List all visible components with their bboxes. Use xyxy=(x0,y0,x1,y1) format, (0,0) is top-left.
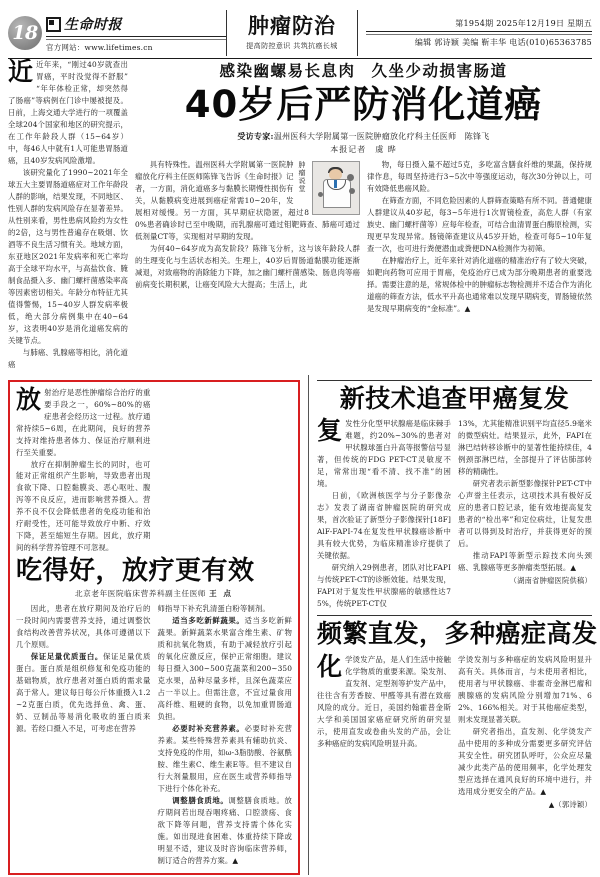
lead-headline: 40岁后严防消化道癌 xyxy=(184,83,543,126)
boxed-top-columns xyxy=(16,384,292,555)
lead-col3-p3: 在肿瘤治疗上，近年来针对消化道癌的精准治疗有了较大突破，如靶向药物可应用于胃癌，免疫治疗已成为部分晚期患者的重要选择。需要注意的是，常规体检中的肿瘤标志物检测并不适合作为消化道癌的筛查方法，低水平升高也通常难以发现早期病变，胃肠镜依然是发现早期病变的“金标准”。▲ xyxy=(367,256,592,314)
lead-reporter-line: 本报记者 虞 晔 xyxy=(330,145,397,155)
hair-col2-p1: 学烫发剂与多种癌症的发病风险明显升高有关。具体而言，与未使用者相比，使用者与甲状腺癌、非霍奇金淋巴瘤和胰腺癌的发病风险分别增加71%、62%、166%相关。对于其他癌症类型，则未发现显著关联。 xyxy=(458,654,592,724)
issue-divider xyxy=(366,31,592,35)
boxed-b-col2-p4-text: 调整膳食质地。放疗期间若出现吞咽疼痛、口腔溃疡、食欲下降等问题，营养支持需个体化实施。如出现进食困难、体重持续下降或明显不适，建议及时咨询临床营养师，制订适合的营养方案。▲ xyxy=(157,796,292,866)
hair-col1 xyxy=(317,651,451,810)
page-content xyxy=(0,59,600,875)
illustration-caption: 肿瘤说堂 xyxy=(298,161,306,194)
thyroid-columns xyxy=(317,418,592,610)
lead-kicker-left: 感染幽螺易长息肉 xyxy=(219,61,356,80)
lead-col3-p1: 物，每日摄入量不超过5克，多吃富含膳食纤维的果蔬，保持规律作息，每周坚持进行3~5次中等强度运动，每次30分钟以上，可有效降低患癌风险。 xyxy=(367,160,592,194)
boxed-author-label: 北京老年医院临床营养科副主任医师 xyxy=(75,589,207,599)
lead-col1-p1: 近年来，“刚过40岁就查出胃癌，平时没觉得不舒服”“年年体检正常，却突然得了肠癌”等病例在门诊中屡被提及。日前，上海交通大学进行的一项覆盖全球204个国家和地区的研究提示，在工作年龄段人群（15~64岁）中，每46人中就有1人可能患胃肠道癌，且40岁发病风险激增。 xyxy=(8,60,128,165)
boxed-b-col1-p2 xyxy=(16,651,151,735)
boxed-intro-col1 xyxy=(16,384,151,555)
thyroid-col2-p2: 研究者表示新型影像探针PET-CT中心声誉主任表示，这项技术具有极好反应的患者口腔记录，能有效地提高复发患者的“检出率”和定位病灶，让复发患者可以得到及时治疗，并获得更好的预后。 xyxy=(458,479,592,549)
boxed-author-name: 王 点 xyxy=(209,589,233,599)
doctor-illustration xyxy=(312,161,360,215)
brand-row xyxy=(46,14,226,34)
masthead-issue-area xyxy=(358,10,592,56)
hair-source: ▲（郭诗颖） xyxy=(548,799,592,809)
illustration-tie xyxy=(334,180,337,188)
lead-kicker-right: 久坐少动损害肠道 xyxy=(371,61,508,80)
hair-top-rule xyxy=(317,615,592,616)
hair-columns xyxy=(317,651,592,810)
right-column xyxy=(317,375,598,811)
boxed-subhead-2: 适当多吃新鲜蔬果。 xyxy=(172,616,245,626)
boxed-col1-p1: 射治疗是恶性肿瘤综合治疗的重要手段之一，60%~80%的癌症患者会经历这一过程。放疗通常持续5~6周，在此期间，良好的营养支持对维持患者体力、保证治疗顺利进行至关重要。 xyxy=(16,387,151,457)
dropcap-thyroid: 复 xyxy=(317,416,343,446)
thyroid-source: （湖南省肿瘤医院供稿） xyxy=(509,576,592,586)
thyroid-col2-p3: 推动FAPI等新型示踪技术向头颈癌、乳腺癌等更多肿瘤类型拓展。▲ xyxy=(458,551,592,573)
boxed-col1-p2: 放疗在抑制肿瘤生长的同时，也可能对正常组织产生影响，导致患者出现食欲下降、口腔黏膜炎、恶心呕吐、腹泻等不良反应，进而影响营养摄入。营养不良不仅会降低患者的免疫功能和治疗耐受性，还可能导致放疗中断、疗效下降，甚至缩短生存期。因此，放疗期间的科学营养管理不可忽视。 xyxy=(16,459,151,553)
lead-kicker xyxy=(135,59,592,81)
dropcap-hair: 化 xyxy=(317,651,343,681)
article-hair xyxy=(317,615,598,810)
masthead xyxy=(0,0,600,56)
thyroid-col1 xyxy=(317,418,451,610)
lead-col-2 xyxy=(135,159,360,315)
boxed-b-col2-p2 xyxy=(158,615,293,723)
lead-expert-label: 受访专家: xyxy=(237,131,274,142)
hair-col1-p1: 学烫发产品，是人们生活中接触化学物质的重要来源。染发剂、直发剂、定型剂等护发产品中，往往含有芳香胺、甲醛等具有潜在致癌风险的成分。近日，美国约翰霍普金斯大学和美国国家癌症研究所的研究显示，使用直发或卷曲头发的产品，会让多种癌症的发病风险明显升高。 xyxy=(317,654,451,748)
brand-name: 生命时报 xyxy=(64,16,122,33)
column-divider xyxy=(308,375,309,876)
section-subtitle: 提高防控意识 共筑抗癌长城 xyxy=(246,41,338,50)
masthead-brand-area xyxy=(8,10,226,56)
thyroid-col2 xyxy=(458,418,592,610)
newspaper-mark-icon xyxy=(46,17,61,32)
boxed-intro-col2 xyxy=(158,387,293,555)
boxed-body-col2 xyxy=(158,603,293,867)
page-number-badge: 18 xyxy=(8,16,42,50)
boxed-b-col2-p3 xyxy=(158,723,293,795)
lead-expert-text: 温州医科大学附属第一医院肿瘤放化疗科主任医师 陈锋飞 xyxy=(273,132,490,142)
lower-zone xyxy=(8,375,598,876)
boxed-subhead-4: 调整膳食质地。 xyxy=(172,796,229,806)
lead-main xyxy=(135,59,592,371)
brand-divider xyxy=(46,36,226,40)
lead-story-zone xyxy=(8,59,592,371)
lead-col2-p1: 具有特殊性。温州医科大学附属第一医院肿瘤放化疗科主任医师陈锋飞告诉《生命时报》记者，一方面，消化道癌多与黏膜长期慢性损伤有关，从黏膜病变进展到癌症常需10~20年，发展相对缓慢。另一方面，其早期症状隐匿，超过80%患者确诊时已至中晚期，而乳腺癌可通过钼靶筛查、肺癌可通过低剂量CT等，实现相对早期的发现。 xyxy=(135,160,360,242)
boxed-author-line xyxy=(16,588,292,599)
section-title: 肿瘤防治 xyxy=(248,13,336,39)
boxed-subhead-1: 保证足量优质蛋白。 xyxy=(30,652,103,662)
section-header xyxy=(226,10,358,56)
lead-columns xyxy=(135,159,592,315)
thyroid-col1-p3: 研究纳入29例患者，团队对比FAPI与传统PET-CT的诊断效能。结果发现，FAPI对于复发性甲状腺癌的敏感性达75%，传统PET-CT仅 xyxy=(317,563,451,609)
boxed-subhead-3: 必要时补充营养素。 xyxy=(172,724,245,734)
website-label[interactable]: 官方网站：www.lifetimes.cn xyxy=(46,42,153,52)
lead-col-1 xyxy=(8,59,128,371)
thyroid-col1-p1: 发性分化型甲状腺癌是临床棘手难题，约20%~30%的患者对甲状腺球蛋白升高等报警信号显著，但传统的FDG PET-CT灵敏度不足，常常出现“看不清、找不准”的困境。 xyxy=(317,419,451,489)
germ-icon-2 xyxy=(349,188,355,194)
boxed-b-col2-p3-text: 必要时补充营养素。某些特殊营养素具有辅助抗炎、支持免疫的作用，如ω-3脂肪酸、谷氨酰胺、维生素C、维生素E等。但不建议自行大剂量服用，应在医生或营养师指导下进行个体化补充。 xyxy=(157,724,292,794)
germ-icon-1 xyxy=(347,174,354,181)
dropcap-lead: 近 xyxy=(8,57,34,86)
boxed-body-col1 xyxy=(16,603,151,867)
thyroid-headline: 新技术追查甲癌复发 xyxy=(339,383,570,413)
hair-col2-p2: 研究者指出，直发剂、化学烫发产品中使用的多种成分需要更多研究评估其安全性。研究团队呼吁，公众应尽量减少此类产品的使用频率，化学处理发型应选择在通风良好的环境中进行，并选用成分更安全的产品。▲ xyxy=(458,726,592,796)
lead-col-3 xyxy=(367,159,592,315)
boxed-headline: 吃得好，放疗更有效 xyxy=(16,556,255,587)
lead-col1-text xyxy=(8,59,128,371)
lead-col1-p3: 与肺癌、乳腺癌等相比，消化道癌 xyxy=(8,347,128,369)
dropcap-boxed: 放 xyxy=(16,384,42,414)
article-thyroid xyxy=(317,380,592,611)
lead-col3-p2: 在筛查方面，不同危险因素的人群筛查策略有所不同。普通健康人群建议从40岁起，每3~5年进行1次胃镜检查，高危人群（有家族史、幽门螺杆菌等）应每年检查，可结合血清胃蛋白酶原检测，实现更早发现异常。肠镜筛查建议从45岁开始，检查可每5~10年复查一次，也可进行粪便潜血或粪便DNA检测作为初筛。 xyxy=(367,196,592,254)
lead-col1-p2: 该研究量化了1990~2021年全球五大主要胃肠道癌症对工作年龄段人群的影响，结果发现，不同地区、性别人群的发病风险存在显著差异。从性别来看，男性患病风险约为女性的2倍，这与男性普遍存在吸烟、饮酒等不良生活习惯有关。地域方面，东亚地区2021年发病率和死亡率均高于全球平均水平，与高盐饮食、腌制食品摄入多、幽门螺杆菌感染率高等因素密切相关。年龄分布特征尤其值得警惕，15~40岁人群发病率极低，绝大部分病例集中在40~64岁，这表明40岁是消化道癌发病的关键节点。 xyxy=(8,167,128,345)
boxed-b-col2-p4 xyxy=(158,795,293,867)
lead-expert-line xyxy=(135,131,592,142)
boxed-b-col1-p1: 因此，患者在放疗期间及治疗后的一段时间内需要营养支持，通过调整饮食结构改善营养状况，具体可遵循以下几个原则。 xyxy=(16,604,151,650)
boxed-body-columns xyxy=(16,603,292,867)
issue-line: 第1954期 2025年12月19日 星期五 xyxy=(455,19,592,28)
boxed-b-col2-p2-text: 适当多吃新鲜蔬果。新鲜蔬菜水果富含维生素、矿物质和抗氧化物质，有助于减轻放疗引起的氧化应激反应，保护正常细胞。建议每日摄入300~500克蔬菜和200~350克水果，品种尽量多样，且深色蔬菜应占一半以上。但需注意，不宜过量食用高纤维、粗硬的食物，以免加重胃肠道负担。 xyxy=(157,616,292,722)
thyroid-top-rule xyxy=(317,380,592,381)
boxed-b-col2-p1: 师指导下补充乳清蛋白粉等制剂。 xyxy=(157,604,270,614)
lead-col2-p2: 为何40~64岁成为高发阶段？陈锋飞分析，这与该年龄段人群的生理变化与生活状态相关。生理上，40岁后胃肠道黏膜功能逐渐减退，对致癌物的消除能力下降，加之幽门螺杆菌感染、肠息肉等癌前病变长期积累，让癌变风险大大提高；生活上，此 xyxy=(135,244,360,290)
hair-headline: 频繁直发，多种癌症高发 xyxy=(317,619,598,649)
thyroid-col2-p1: 13%，尤其能精准识别平均直径5.9毫米的微型病灶。结果显示，此外，FAPI在淋巴结转移诊断中的显著性能持续佳，4例颈部淋巴结，全部提升了评估肺部转移的精确性。 xyxy=(458,419,592,477)
hair-col2 xyxy=(458,654,592,810)
boxed-article xyxy=(8,375,300,876)
thyroid-col1-p2: 日前，《欧洲核医学与分子影像杂志》发表了湖南省肿瘤医院的研究成果，首次验证了新型分子影像探针[18F]AlF-FAPI-74在复发性甲状腺癌诊断中具有较大优势，为临床精准诊疗提供了关键依据。 xyxy=(317,491,451,561)
editor-line: 编辑 郭诗颖 美编 靳丰华 电话(010)65363785 xyxy=(414,38,592,47)
boxed-b-col1-p2-text: 保证足量优质蛋白。蛋白质是组织修复和免疫功能的基础物质，放疗患者对蛋白质的需求量高于常人。建议每日每公斤体重摄入1.2~2克蛋白质，优先选择鱼、禽、蛋、奶、豆制品等易消化吸收的蛋白质来源。若经口摄入不足，可考虑在营养 xyxy=(16,652,151,734)
